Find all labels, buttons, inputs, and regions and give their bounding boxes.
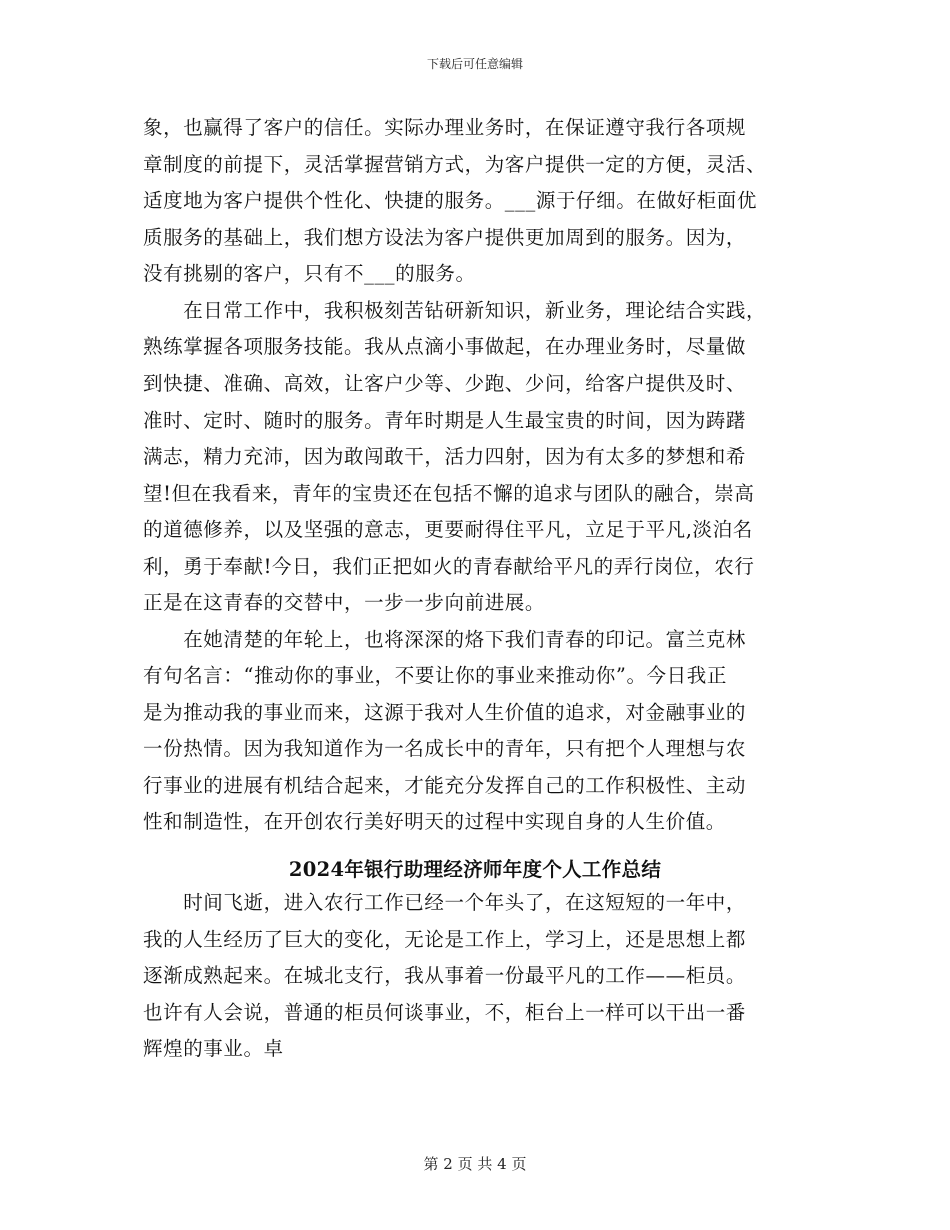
body-line: 一份热情。因为我知道作为一名成长中的青年，只有把个人理想与农 (143, 737, 747, 760)
body-line: 的道德修养，以及坚强的意志，更要耐得住平凡，立足于平凡,淡泊名 (143, 518, 753, 541)
section-line: 辉煌的事业。卓 (143, 1037, 284, 1060)
section-line: 我的人生经历了巨大的变化，无论是工作上，学习上，还是思想上都 (143, 928, 747, 951)
section-line: 逐渐成熟起来。在城北支行，我从事着一份最平凡的工作——柜员。 (143, 964, 747, 987)
body-line: 适度地为客户提供个性化、快捷的服务。___源于仔细。在做好柜面优 (143, 189, 757, 212)
body-line: 质服务的基础上，我们想方设法为客户提供更加周到的服务。因为， (143, 226, 747, 249)
header-note: 下载后可任意编辑 (426, 57, 523, 71)
body-line: 到快捷、准确、高效，让客户少等、少跑、少问，给客户提供及时、 (143, 372, 747, 395)
body-line: 熟练掌握各项服务技能。我从点滴小事做起，在办理业务时，尽量做 (143, 335, 747, 358)
body-line: 没有挑剔的客户，只有不___的服务。 (143, 262, 476, 285)
body-line: 行事业的进展有机结合起来，才能充分发挥自己的工作积极性、主动 (143, 774, 747, 797)
body-line: 在她清楚的年轮上，也将深深的烙下我们青春的印记。富兰克林 (143, 628, 747, 651)
body-line: 性和制造性，在开创农行美好明天的过程中实现自身的人生价值。 (143, 810, 726, 833)
body-line: 在日常工作中，我积极刻苦钻研新知识，新业务，理论结合实践， (143, 299, 767, 322)
section-title: 2024年银行助理经济师年度个人工作总结 (288, 858, 662, 881)
page-number: 第 2 页 共 4 页 (423, 1155, 527, 1173)
body-line: 正是在这青春的交替中，一步一步向前进展。 (143, 591, 546, 614)
body-line: 有句名言：“推动你的事业，不要让你的事业来推动你”。今日我正 (143, 664, 727, 687)
body-line: 象，也赢得了客户的信任。实际办理业务时，在保证遵守我行各项规 (143, 116, 747, 139)
body-line: 是为推动我的事业而来，这源于我对人生价值的追求，对金融事业的 (143, 701, 747, 724)
body-line: 利，勇于奉献!今日，我们正把如火的青春献给平凡的弄行岗位，农行 (143, 555, 755, 578)
body-line: 满志，精力充沛，因为敢闯敢干，活力四射，因为有太多的梦想和希 (143, 445, 747, 468)
body-line: 望!但在我看来，青年的宝贵还在包括不懈的追求与团队的融合，崇高 (143, 482, 755, 505)
section-line: 也许有人会说，普通的柜员何谈事业，不，柜台上一样可以干出一番 (143, 1001, 747, 1024)
body-line: 准时、定时、随时的服务。青年时期是人生最宝贵的时间，因为踌躇 (143, 409, 747, 432)
body-line: 章制度的前提下，灵活掌握营销方式，为客户提供一定的方便，灵活、 (143, 153, 767, 176)
section-line: 时间飞逝，进入农行工作已经一个年头了，在这短短的一年中， (143, 891, 747, 914)
